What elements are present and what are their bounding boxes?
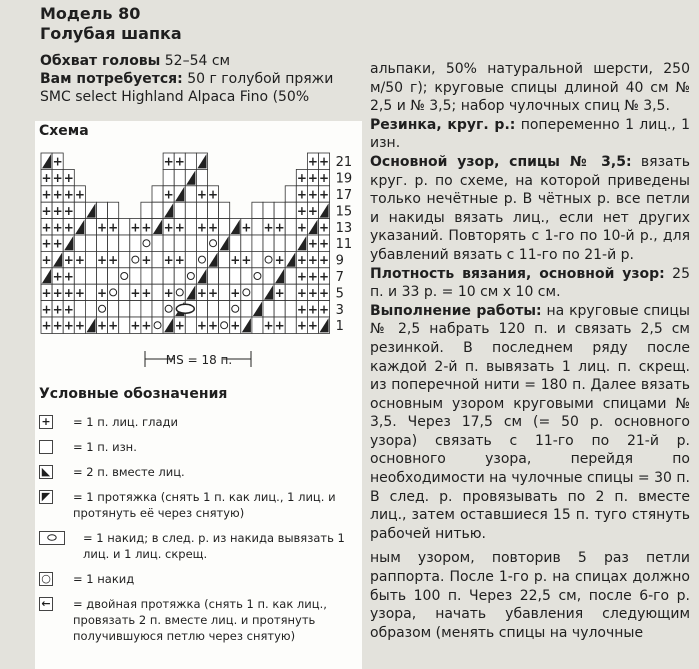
knit-mark: + — [52, 220, 63, 235]
chart-cell — [230, 268, 241, 284]
knit-mark: + — [274, 318, 285, 333]
knit-mark: + — [307, 203, 318, 218]
knit-mark: + — [208, 318, 219, 333]
knit-mark: + — [296, 220, 307, 235]
schema-panel — [35, 121, 362, 669]
head-size-line — [40, 52, 360, 70]
knit-mark: + — [163, 154, 174, 169]
chart-cell — [119, 317, 130, 333]
chart-cell — [152, 186, 163, 202]
head-size-value: 52–54 см — [160, 53, 231, 69]
chart-cell — [74, 301, 85, 317]
chart-cell — [119, 251, 130, 267]
knit-mark: + — [208, 220, 219, 235]
chart-cell — [185, 186, 196, 202]
legend-text: = 1 п. изн. — [73, 440, 137, 454]
legend-item-purl — [39, 439, 361, 455]
row-numbers — [336, 155, 353, 334]
instructions-p1: альпаки, 50% натуральной шерсти, 250 м/50 г); круговые спицы длиной 40 см № 2,5 и № 3,5; набор чулочных спиц № 3,5. — [370, 61, 690, 115]
knit-mark: + — [307, 171, 318, 186]
knit-mark: + — [63, 269, 74, 284]
chart-cell — [97, 202, 108, 218]
knit-mark: + — [97, 220, 108, 235]
knit-mark: + — [163, 285, 174, 300]
knit-mark: + — [74, 187, 85, 202]
row-number: 19 — [335, 171, 353, 187]
chart-cell — [285, 235, 296, 251]
chart-cell — [241, 235, 252, 251]
knit-mark: + — [319, 154, 330, 169]
knit-mark: + — [52, 236, 63, 251]
knit-mark: + — [63, 220, 74, 235]
ssk-icon: ◤ — [39, 490, 53, 504]
knit-mark: + — [63, 203, 74, 218]
knit-mark: + — [319, 220, 330, 235]
chart-cell — [208, 268, 219, 284]
knit-mark: + — [274, 253, 285, 268]
knit-mark: + — [141, 220, 152, 235]
knit-mark: + — [274, 220, 285, 235]
chart-cell — [241, 301, 252, 317]
knit-mark: + — [307, 269, 318, 284]
rib-label: Резинка, круг. р.: — [370, 116, 516, 133]
materials-label: Вам потребуется: — [40, 71, 183, 87]
chart-cell — [285, 301, 296, 317]
chart-cell — [152, 202, 163, 218]
instructions-p3: Основной узор, спицы № 3,5: вязать круг. р. по схеме, на которой приведены только нечётные р. В чётных р. все петли и накиды вязать лиц., если нет других указаний. Повторять с 1-го по 10-й р., для убавлений вязать с 11-го по 21-й р. — [370, 153, 690, 263]
knit-mark: + — [296, 302, 307, 317]
chart-cell — [130, 301, 141, 317]
knit-mark: + — [41, 171, 52, 186]
knit-mark: + — [108, 253, 119, 268]
knit-mark: + — [319, 171, 330, 186]
legend-text: = 1 п. лиц. глади — [73, 415, 178, 429]
row-number: 1 — [335, 319, 344, 335]
chart-cell — [108, 301, 119, 317]
chart-cell — [174, 202, 185, 218]
knit-mark: + — [41, 285, 52, 300]
knitting-chart — [35, 143, 362, 383]
knit-mark: + — [41, 318, 52, 333]
knit-mark: + — [74, 318, 85, 333]
chart-cell — [252, 317, 263, 333]
knit-mark: + — [263, 220, 274, 235]
knit-mark: + — [41, 236, 52, 251]
knit-mark: + — [174, 318, 185, 333]
left-header — [40, 4, 360, 106]
knit-mark: + — [97, 318, 108, 333]
legend-item-k2tog — [39, 464, 361, 480]
knit-mark: + — [41, 302, 52, 317]
chart-cell — [263, 301, 274, 317]
knit-mark: + — [307, 285, 318, 300]
chart-cell — [74, 202, 85, 218]
knit-mark: + — [208, 187, 219, 202]
chart-cell — [130, 268, 141, 284]
knit-mark: + — [41, 220, 52, 235]
chart-cell — [85, 219, 96, 235]
legend-text: = 2 п. вместе лиц. — [73, 465, 185, 479]
chart-cell — [119, 219, 130, 235]
chart-cell — [196, 169, 207, 185]
chart-cell — [97, 235, 108, 251]
row-number: 21 — [335, 155, 353, 171]
model-subtitle: Голубая шапка — [40, 24, 182, 43]
chart-cell — [130, 235, 141, 251]
instructions-p5: Выполнение работы: на круговые спицы № 2,5 набрать 120 п. и связать 2,5 см резинкой. В последнем ряду после каждой 2-й п. вывязать 1 лиц. п. скрещ. из поперечной нити = 180 п. Далее вязать основным узором круговыми спицами № 3,5. Через 17,5 см (= 50 р. основного узора) связать с 11-го по 21-й р. основного узора, перейдя по необходимости на чулочные спицы = 30 п. В след. р. провязывать по 2 п. вместе лиц., затем оставшиеся 15 п. туго стянуть рабочей нитью. — [370, 302, 690, 542]
instructions-p2: Резинка, круг. р.: попеременно 1 лиц., 1 изн. — [370, 116, 691, 152]
chart-cell — [174, 169, 185, 185]
chart-cell — [152, 301, 163, 317]
chart-cell — [252, 284, 263, 300]
materials-value: 50 г голубой пряжи SMC select Highland Alpaca Fino (50% — [40, 71, 334, 105]
knit-mark: + — [52, 171, 63, 186]
knit-mark: + — [296, 171, 307, 186]
knit-mark: + — [319, 187, 330, 202]
chart-grid — [41, 153, 330, 333]
knit-mark: + — [307, 253, 318, 268]
chart-cell — [163, 268, 174, 284]
legend-item-knit — [39, 414, 361, 430]
chart-cell — [185, 251, 196, 267]
chart-cell — [141, 202, 152, 218]
knit-mark: + — [163, 187, 174, 202]
chart-cell — [152, 235, 163, 251]
chart-cell — [108, 202, 119, 218]
knit-mark: + — [230, 318, 241, 333]
knit-mark: + — [108, 318, 119, 333]
chart-cell — [163, 235, 174, 251]
row-number: 15 — [335, 204, 353, 220]
legend-title: Условные обозначения — [39, 386, 228, 402]
knit-mark: + — [241, 220, 252, 235]
chart-cell — [252, 251, 263, 267]
model-title: Модель 80 — [40, 4, 141, 23]
knit-mark: + — [319, 236, 330, 251]
chart-cell — [274, 235, 285, 251]
main-pattern-label: Основной узор, спицы № 3,5: — [370, 153, 632, 170]
chart-cell — [252, 235, 263, 251]
double-decrease-icon: ← — [39, 597, 53, 611]
row-number: 13 — [335, 220, 353, 236]
chart-cell — [85, 284, 96, 300]
instructions-column — [370, 60, 690, 642]
knit-mark: + — [63, 318, 74, 333]
legend-text: = 1 накид; в след. р. из накида вывязать 1 лиц. и 1 лиц. скрещ. — [83, 531, 345, 561]
knit-mark: + — [130, 220, 141, 235]
chart-cell — [274, 301, 285, 317]
knit-mark: + — [130, 318, 141, 333]
knit-mark: + — [41, 187, 52, 202]
knit-mark: + — [230, 285, 241, 300]
chart-cell — [163, 169, 174, 185]
legend-item-yo — [39, 571, 361, 587]
knit-stitch-icon: + — [39, 415, 53, 429]
knit-mark: + — [130, 285, 141, 300]
knit-mark: + — [307, 154, 318, 169]
chart-cell — [141, 268, 152, 284]
knit-mark: + — [141, 318, 152, 333]
row-number: 7 — [335, 270, 344, 285]
knit-mark: + — [63, 187, 74, 202]
chart-cell — [219, 219, 230, 235]
knit-mark: + — [319, 302, 330, 317]
k2tog-icon: ◣ — [39, 465, 53, 479]
chart-cell — [141, 301, 152, 317]
chart-cell — [74, 235, 85, 251]
knit-mark: + — [141, 253, 152, 268]
knit-mark: + — [41, 253, 52, 268]
chart-cell — [252, 219, 263, 235]
chart-cell — [285, 268, 296, 284]
knit-mark: + — [63, 171, 74, 186]
legend-item-sk2p — [39, 596, 361, 644]
knit-mark: + — [141, 285, 152, 300]
chart-cell — [119, 301, 130, 317]
knit-mark: + — [296, 253, 307, 268]
row-number: 9 — [335, 253, 344, 269]
chart-cell — [97, 268, 108, 284]
chart-cell — [152, 251, 163, 267]
knit-mark: + — [319, 253, 330, 268]
repeat-label: MS = 18 п. — [165, 353, 233, 367]
row-number: 11 — [335, 237, 353, 253]
chart-cell — [85, 235, 96, 251]
row-number: 17 — [335, 188, 353, 203]
chart-cell — [108, 235, 119, 251]
knit-mark: + — [319, 269, 330, 284]
purl-stitch-icon — [39, 440, 53, 454]
row-number: 5 — [335, 286, 344, 302]
chart-cell — [74, 268, 85, 284]
knit-mark: + — [307, 187, 318, 202]
instructions-p4: Плотность вязания, основной узор: 25 п. и 33 р. = 10 см х 10 см. — [370, 265, 690, 301]
head-size-label: Обхват головы — [40, 53, 161, 69]
chart-cell — [174, 235, 185, 251]
chart-cell — [285, 186, 296, 202]
chart-cell — [285, 284, 296, 300]
knit-mark: + — [307, 318, 318, 333]
chart-cell — [263, 268, 274, 284]
work-label: Выполнение работы: — [370, 302, 542, 319]
knit-mark: + — [230, 253, 241, 268]
chart-cell — [274, 202, 285, 218]
oval-yarnover-mark — [176, 304, 194, 313]
chart-cell — [152, 284, 163, 300]
chart-cell — [263, 235, 274, 251]
knit-mark: + — [307, 302, 318, 317]
chart-cell — [196, 202, 207, 218]
knit-mark: + — [174, 253, 185, 268]
chart-cell — [285, 219, 296, 235]
chart-cell — [152, 268, 163, 284]
knit-mark: + — [196, 220, 207, 235]
knit-mark: + — [163, 253, 174, 268]
legend — [39, 414, 361, 653]
chart-cell — [196, 235, 207, 251]
knit-mark: + — [52, 203, 63, 218]
knit-mark: + — [196, 318, 207, 333]
chart-cell — [230, 235, 241, 251]
materials-line — [40, 70, 360, 106]
knit-mark: + — [63, 302, 74, 317]
schema-label: Схема — [39, 123, 89, 139]
chart-cell — [85, 251, 96, 267]
knit-mark: + — [52, 285, 63, 300]
chart-cell — [285, 202, 296, 218]
chart-cell — [219, 202, 230, 218]
yarnover-icon: ○ — [39, 572, 53, 586]
chart-cell — [252, 202, 263, 218]
knit-mark: + — [196, 285, 207, 300]
chart-cell — [285, 317, 296, 333]
knit-mark: + — [108, 220, 119, 235]
chart-cell — [263, 202, 274, 218]
legend-text: = 1 накид — [73, 572, 135, 586]
knit-mark: + — [52, 269, 63, 284]
knit-mark: + — [52, 154, 63, 169]
chart-cell — [219, 284, 230, 300]
knit-mark: + — [52, 187, 63, 202]
legend-text: = 1 протяжка (снять 1 п. как лиц., 1 лиц. и протянуть её через снятую) — [73, 490, 336, 520]
knit-mark: + — [319, 285, 330, 300]
chart-cell — [219, 251, 230, 267]
legend-item-double-yo — [39, 530, 361, 562]
knit-mark: + — [307, 236, 318, 251]
knit-mark: + — [74, 253, 85, 268]
chart-cell — [185, 219, 196, 235]
row-number: 3 — [335, 302, 344, 318]
knit-mark: + — [97, 253, 108, 268]
knit-mark: + — [41, 203, 52, 218]
knit-mark: + — [174, 154, 185, 169]
chart-cell — [185, 235, 196, 251]
chart-cell — [185, 317, 196, 333]
knit-mark: + — [296, 187, 307, 202]
chart-cell — [85, 268, 96, 284]
knit-mark: + — [174, 220, 185, 235]
chart-cell — [185, 153, 196, 169]
gauge-label: Плотность вязания, основной узор: — [370, 265, 665, 282]
chart-cell — [208, 202, 219, 218]
chart-cell — [119, 235, 130, 251]
knit-mark: + — [274, 285, 285, 300]
chart-cell — [119, 284, 130, 300]
knit-mark: + — [163, 220, 174, 235]
knit-mark: + — [296, 285, 307, 300]
chart-cell — [174, 268, 185, 284]
knit-mark: + — [296, 203, 307, 218]
chart-cell — [108, 268, 119, 284]
knit-mark: + — [97, 285, 108, 300]
chart-cell — [241, 268, 252, 284]
chart-cell — [85, 301, 96, 317]
chart-cell — [185, 202, 196, 218]
instructions-p6: ным узором, повторив 5 раз петли раппорта. После 1-го р. на спицах должно быть 100 п. Через 22,5 см, после 6-го р. узора, начать убавления следующим образом (менять спицы на чулочные — [370, 550, 690, 641]
knit-mark: + — [208, 285, 219, 300]
chart-cell — [196, 301, 207, 317]
knit-mark: + — [263, 318, 274, 333]
knit-mark: + — [296, 318, 307, 333]
knit-mark: + — [63, 253, 74, 268]
chart-cell — [208, 301, 219, 317]
repeat-marker — [145, 351, 251, 367]
knit-mark: + — [296, 269, 307, 284]
legend-item-ssk — [39, 489, 361, 521]
knit-mark: + — [196, 187, 207, 202]
knit-mark: + — [63, 285, 74, 300]
knit-mark: + — [52, 302, 63, 317]
knit-mark: + — [74, 285, 85, 300]
chart-cell — [219, 268, 230, 284]
chart-cell — [219, 301, 230, 317]
knit-mark: + — [241, 253, 252, 268]
knit-mark: + — [52, 318, 63, 333]
oval-yarnover-icon: ⬭ — [39, 531, 65, 545]
legend-text: = двойная протяжка (снять 1 п. как лиц., провязать 2 п. вместе лиц. и протянуть получившуюся петлю через снятую) — [73, 597, 327, 643]
